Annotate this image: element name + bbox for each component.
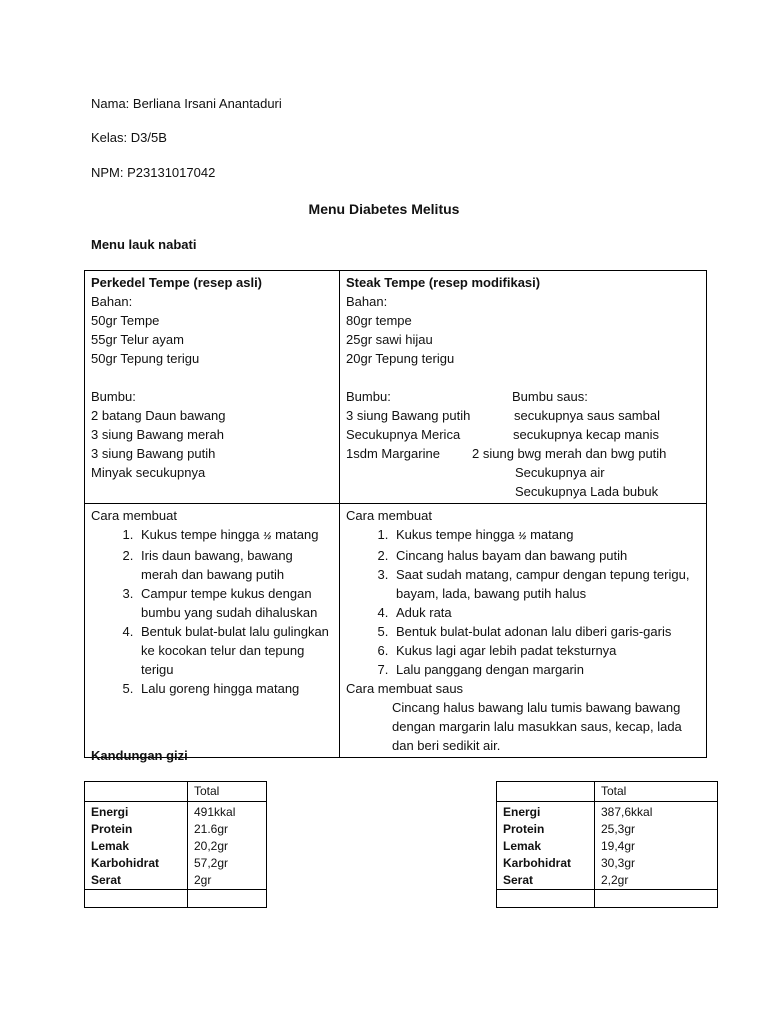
bumbu-saus-item: secukupnya saus sambal [514,408,660,423]
original-recipe-ingredients [85,271,340,504]
bahan-label: Bahan: [91,294,133,309]
cara-saus-line: dengan margarin lalu masukkan saus, kecap, lada [392,719,682,734]
nutrition-header-blank [497,782,595,802]
bahan-item: 50gr Tempe [91,313,160,328]
cara-step-text-end: matang [271,527,319,542]
cara-step-text: Bentuk bulat-bulat adonan lalu diberi garis-garis [396,624,672,639]
half-fraction: ½ [518,531,527,542]
cara-step-text: Cincang halus bayam dan bawang putih [396,548,628,563]
nutrition-row [497,872,718,890]
nutrient-label: Karbohidrat [85,855,188,872]
nutrient-label: Lemak [85,838,188,855]
student-npm: NPM: P23131017042 [91,165,216,180]
cara-step [137,584,333,622]
cara-step [137,679,333,698]
nutrient-value: 21.6gr [188,821,267,838]
bumbu-label: Bumbu: [346,389,391,404]
bumbu-saus-item: Secukupnya Lada bubuk [515,484,659,499]
cara-step-text: Bentuk bulat-bulat lalu gulingkan ke kocokan telur dan tepung terigu [141,624,329,677]
cara-membuat-steps [91,525,333,698]
bumbu-saus-label: Bumbu saus: [512,389,588,404]
recipe-method-row [85,504,707,758]
bumbu-list [91,406,333,482]
bumbu-saus-list [472,406,667,501]
cara-saus-line: dan beri sedikit air. [392,738,501,753]
nutrient-value: 2,2gr [595,872,718,890]
nutrient-value: 25,3gr [595,821,718,838]
empty-cell [85,890,188,908]
nutrition-row [497,821,718,838]
bumbu-item: 3 siung Bawang putih [91,446,216,461]
nutrition-header-blank [85,782,188,802]
cara-step [137,525,333,546]
nutrient-value: 19,4gr [595,838,718,855]
cara-step-text: Iris daun bawang, bawang merah dan bawang putih [141,548,293,582]
empty-cell [188,890,267,908]
cara-saus-line: Cincang halus bawang lalu tumis bawang bawang [392,700,681,715]
cara-membuat-saus-text [346,698,700,755]
cara-step-text: Kukus tempe hingga [396,527,519,542]
section-heading-gizi: Kandungan gizi [91,748,188,763]
original-recipe-method [85,504,340,758]
nutrient-value: 20,2gr [188,838,267,855]
nutrition-row [497,838,718,855]
nutrition-header-total: Total [188,782,267,802]
bumbu-grid [346,387,700,501]
bahan-item: 25gr sawi hijau [346,332,433,347]
original-recipe-name: Perkedel Tempe (resep asli) [91,275,263,290]
modified-recipe-method [340,504,707,758]
nutrient-label: Energi [497,802,595,822]
cara-step [392,546,700,565]
empty-cell [595,890,718,908]
cara-step [137,622,333,679]
bahan-list [91,311,333,368]
section-heading-lauk: Menu lauk nabati [91,237,197,252]
nutrient-label: Protein [497,821,595,838]
cara-membuat-saus-label: Cara membuat saus [346,681,464,696]
modified-recipe-ingredients [340,271,707,504]
bahan-item: 80gr tempe [346,313,412,328]
cara-step [392,622,700,641]
bumbu-saus-item: secukupnya kecap manis [513,427,659,442]
bumbu-item: 3 siung Bawang merah [91,427,224,442]
nutrient-value: 57,2gr [188,855,267,872]
nutrition-empty-row [85,890,267,908]
cara-step [392,641,700,660]
nutrient-value: 30,3gr [595,855,718,872]
cara-step-text: Lalu panggang dengan margarin [396,662,584,677]
document-title: Menu Diabetes Melitus [308,201,460,217]
nutrition-row [85,821,267,838]
modified-recipe-name: Steak Tempe (resep modifikasi) [346,275,541,290]
nutrition-row [85,838,267,855]
bumbu-item: 3 siung Bawang putih [346,408,471,423]
cara-step-text: Saat sudah matang, campur dengan tepung terigu, bayam, lada, bawang putih halus [396,567,690,601]
bumbu-saus-item: 2 siung bwg merah dan bwg putih [472,446,667,461]
cara-step [392,660,700,679]
student-name: Nama: Berliana Irsani Anantaduri [91,96,282,111]
cara-step-text: Kukus lagi agar lebih padat teksturnya [396,643,617,658]
cara-step-text-end: matang [526,527,574,542]
nutrition-row [497,855,718,872]
cara-step-text: Lalu goreng hingga matang [141,681,300,696]
nutrient-label: Serat [497,872,595,890]
nutrient-value: 491kkal [188,802,267,822]
nutrient-label: Karbohidrat [497,855,595,872]
bumbu-item: Minyak secukupnya [91,465,206,480]
nutrient-value: 387,6kkal [595,802,718,822]
nutrition-row [85,872,267,890]
recipe-ingredients-row [85,271,707,504]
nutrition-header-row [497,782,718,802]
cara-step-text: Kukus tempe hingga [141,527,264,542]
nutrition-row [85,855,267,872]
bahan-label: Bahan: [346,294,388,309]
recipe-comparison-table [84,270,707,758]
bahan-item: 20gr Tepung terigu [346,351,455,366]
cara-step [392,565,700,603]
bumbu-label: Bumbu: [91,389,136,404]
bumbu-item: 2 batang Daun bawang [91,408,226,423]
nutrition-table-original [84,781,267,908]
cara-membuat-steps [346,525,700,679]
student-class: Kelas: D3/5B [91,130,167,145]
cara-membuat-label: Cara membuat [91,508,177,523]
nutrition-table-modified [496,781,718,908]
bumbu-saus-item: Secukupnya air [515,465,605,480]
cara-step [392,603,700,622]
nutrient-label: Serat [85,872,188,890]
bumbu-item: 1sdm Margarine [346,446,440,461]
cara-membuat-label: Cara membuat [346,508,432,523]
half-fraction: ½ [263,531,272,542]
cara-step-text: Campur tempe kukus dengan bumbu yang sudah dihaluskan [141,586,318,620]
bahan-item: 50gr Tepung terigu [91,351,200,366]
nutrition-row [497,802,718,822]
nutrition-row [85,802,267,822]
nutrition-header-total: Total [595,782,718,802]
nutrition-header-row [85,782,267,802]
nutrient-label: Lemak [497,838,595,855]
bumbu-item: Secukupnya Merica [346,427,461,442]
cara-step [392,525,700,546]
empty-cell [497,890,595,908]
bahan-item: 55gr Telur ayam [91,332,184,347]
cara-step-text: Aduk rata [396,605,452,620]
nutrient-label: Energi [85,802,188,822]
bahan-list [346,311,700,368]
nutrient-value: 2gr [188,872,267,890]
nutrient-label: Protein [85,821,188,838]
nutrition-empty-row [497,890,718,908]
cara-step [137,546,333,584]
